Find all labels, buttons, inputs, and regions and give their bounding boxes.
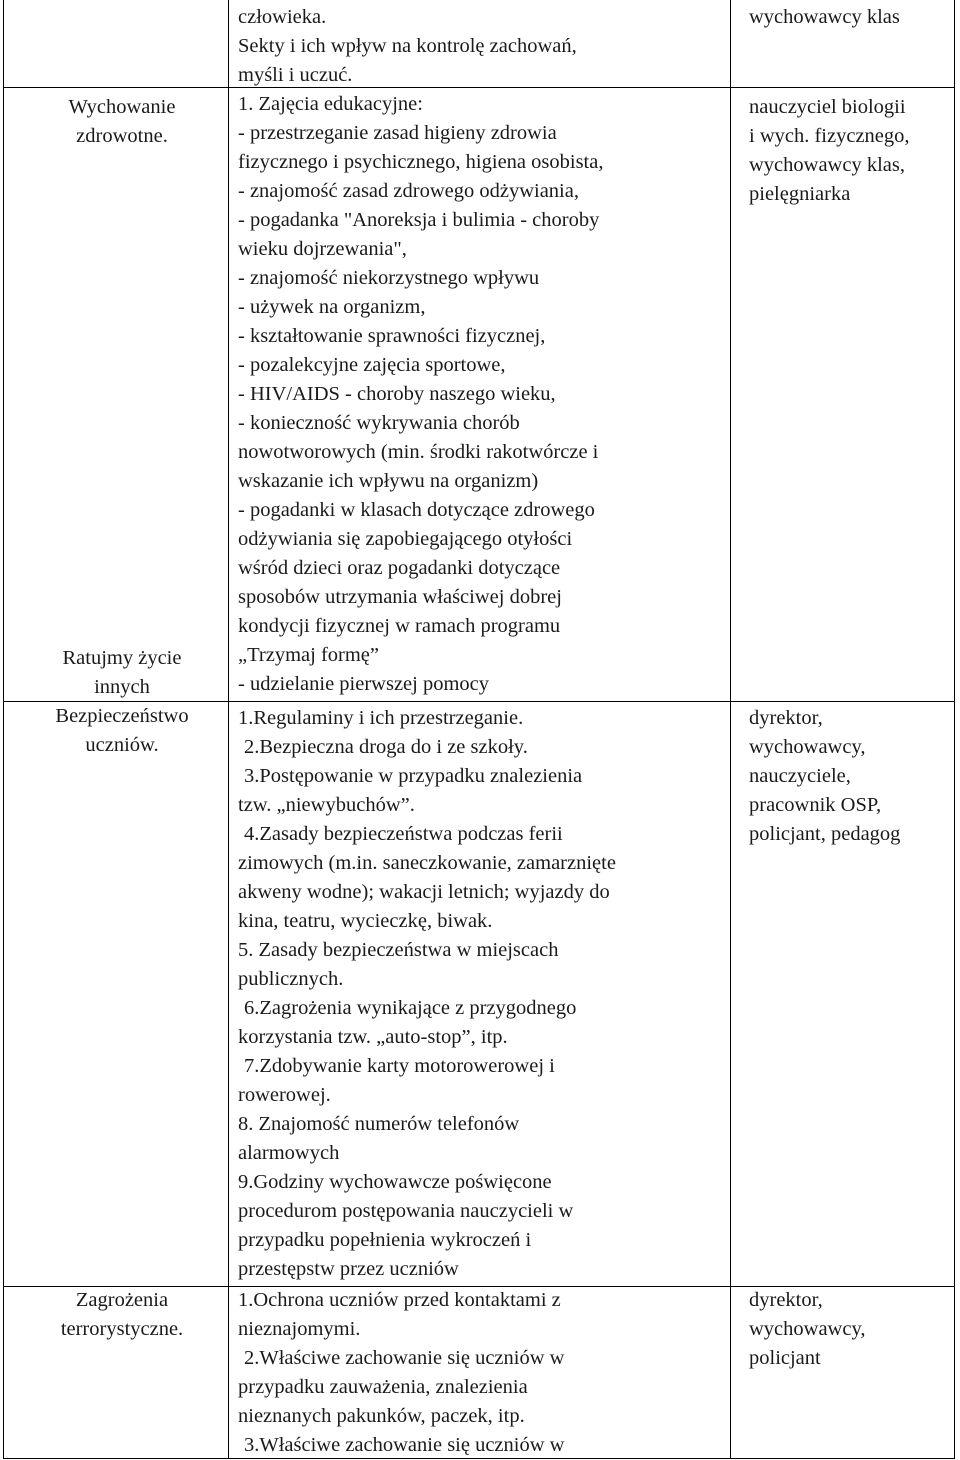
row4-content-line: 1.Ochrona uczniów przed kontaktami z xyxy=(238,1289,561,1311)
row4-content-line: przypadku zauważenia, znalezienia xyxy=(238,1376,528,1398)
row3-content-line: 3.Postępowanie w przypadku znalezienia xyxy=(244,765,583,787)
row3-responsible-line: dyrektor, xyxy=(749,707,823,729)
row3-content-line: 6.Zagrożenia wynikające z przygodnego xyxy=(244,997,577,1019)
row2-topic xyxy=(27,93,217,151)
row2-content-line: - HIV/AIDS - choroby naszego wieku, xyxy=(238,383,556,405)
row3-content-line: 9.Godziny wychowawcze poświęcone xyxy=(238,1171,552,1193)
row2-content xyxy=(238,90,708,699)
row4-content xyxy=(238,1286,708,1460)
row2-responsible-line: wychowawcy klas, xyxy=(749,154,905,176)
row4-responsible xyxy=(749,1286,949,1373)
row2-content-line: - udzielanie pierwszej pomocy xyxy=(238,673,490,695)
column-divider-1 xyxy=(228,0,229,1459)
row2-content-line: fizycznego i psychicznego, higiena osobista, xyxy=(238,151,604,173)
row3-content-line: 1.Regulaminy i ich przestrzeganie. xyxy=(238,707,524,729)
row1-content-line: myśli i uczuć. xyxy=(238,64,353,86)
row2-content-line: - pogadanki w klasach dotyczące zdrowego xyxy=(238,499,595,521)
row1-responsible-line: wychowawcy klas xyxy=(749,6,900,28)
row2-responsible-line: i wych. fizycznego, xyxy=(749,125,910,147)
row2-content-line: 1. Zajęcia edukacyjne: xyxy=(238,93,423,115)
row3-content-line: 2.Bezpieczna droga do i ze szkoły. xyxy=(244,736,528,758)
document-page xyxy=(3,0,955,1459)
topic-line: Wychowanie xyxy=(68,96,176,118)
row1-content-line: człowieka. xyxy=(238,6,327,28)
row3-content-line: procedurom postępowania nauczycieli w xyxy=(238,1200,574,1222)
row4-content-line: 3.Właściwe zachowanie się uczniów w xyxy=(244,1434,565,1456)
row3-responsible-line: policjant, pedagog xyxy=(749,823,901,845)
topic-line: innych xyxy=(94,676,150,698)
row3-content-line: publicznych. xyxy=(238,968,344,990)
row3-topic xyxy=(27,644,217,760)
row3-content-line: korzystania tzw. „auto-stop”, itp. xyxy=(238,1026,508,1048)
row4-responsible-line: dyrektor, xyxy=(749,1289,823,1311)
row3-content-line: przypadku popełnienia wykroczeń i xyxy=(238,1229,532,1251)
row4-topic xyxy=(27,1286,217,1344)
row2-content-line: wieku dojrzewania", xyxy=(238,238,407,260)
row3-content xyxy=(238,704,708,1284)
row3-content-line: przestępstw przez uczniów xyxy=(238,1258,459,1280)
topic-line: Ratujmy życie xyxy=(62,647,182,669)
row2-content-line: - konieczność wykrywania chorób xyxy=(238,412,520,434)
topic-line: terrorystyczne. xyxy=(60,1318,184,1340)
topic-line: Zagrożenia xyxy=(75,1289,169,1311)
row2-content-line: wskazanie ich wpływu na organizm) xyxy=(238,470,539,492)
row2-content-line: - używek na organizm, xyxy=(238,296,426,318)
topic-line: uczniów. xyxy=(85,734,159,756)
row2-content-line: - kształtowanie sprawności fizycznej, xyxy=(238,325,546,347)
row2-content-line: kondycji fizycznej w ramach programu xyxy=(238,615,561,637)
column-divider-2 xyxy=(730,0,731,1459)
row2-content-line: - znajomość zasad zdrowego odżywiania, xyxy=(238,180,579,202)
row3-content-line: zimowych (m.in. saneczkowanie, zamarznięte xyxy=(238,852,616,874)
row2-content-line: - pogadanka "Anoreksja i bulimia - choroby xyxy=(238,209,600,231)
row3-content-line: 8. Znajomość numerów telefonów xyxy=(238,1113,520,1135)
row2-content-line: „Trzymaj formę” xyxy=(238,644,379,666)
row2-content-line: - pozalekcyjne zajęcia sportowe, xyxy=(238,354,506,376)
row4-responsible-line: policjant xyxy=(749,1347,821,1369)
row3-content-line: rowerowej. xyxy=(238,1084,331,1106)
row1-content xyxy=(238,3,708,90)
row3-responsible xyxy=(749,704,949,849)
row2-content-line: odżywiania się zapobiegającego otyłości xyxy=(238,528,573,550)
row3-content-line: tzw. „niewybuchów”. xyxy=(238,794,415,816)
topic-line: Bezpieczeństwo xyxy=(55,705,189,727)
row4-content-line: 2.Właściwe zachowanie się uczniów w xyxy=(244,1347,565,1369)
table-border-left xyxy=(3,0,4,1459)
row3-content-line: 5. Zasady bezpieczeństwa w miejscach xyxy=(238,939,559,961)
row2-content-line: nowotworowych (min. środki rakotwórcze i xyxy=(238,441,599,463)
row4-responsible-line: wychowawcy, xyxy=(749,1318,866,1340)
row1-responsible xyxy=(749,3,949,32)
row2-responsible xyxy=(749,93,949,209)
row1-content-line: Sekty i ich wpływ na kontrolę zachowań, xyxy=(238,35,577,57)
row3-responsible-line: wychowawcy, xyxy=(749,736,866,758)
row3-responsible-line: nauczyciele, xyxy=(749,765,851,787)
row2-content-line: sposobów utrzymania właściwej dobrej xyxy=(238,586,562,608)
row4-content-line: nieznanych pakunków, paczek, itp. xyxy=(238,1405,525,1427)
row4-content-line: nieznajomymi. xyxy=(238,1318,361,1340)
row3-content-line: akweny wodne); wakacji letnich; wyjazdy do xyxy=(238,881,610,903)
topic-line: zdrowotne. xyxy=(76,125,168,147)
row3-content-line: 7.Zdobywanie karty motorowerowej i xyxy=(244,1055,555,1077)
row2-content-line: - przestrzeganie zasad higieny zdrowia xyxy=(238,122,557,144)
row3-content-line: alarmowych xyxy=(238,1142,340,1164)
table-border-right xyxy=(954,0,955,1459)
row2-content-line: - znajomość niekorzystnego wpływu xyxy=(238,267,540,289)
row2-responsible-line: pielęgniarka xyxy=(749,183,851,205)
row3-responsible-line: pracownik OSP, xyxy=(749,794,882,816)
row3-content-line: 4.Zasady bezpieczeństwa podczas ferii xyxy=(244,823,563,845)
row3-content-line: kina, teatru, wycieczkę, biwak. xyxy=(238,910,493,932)
row2-content-line: wśród dzieci oraz pogadanki dotyczące xyxy=(238,557,561,579)
row2-responsible-line: nauczyciel biologii xyxy=(749,96,906,118)
